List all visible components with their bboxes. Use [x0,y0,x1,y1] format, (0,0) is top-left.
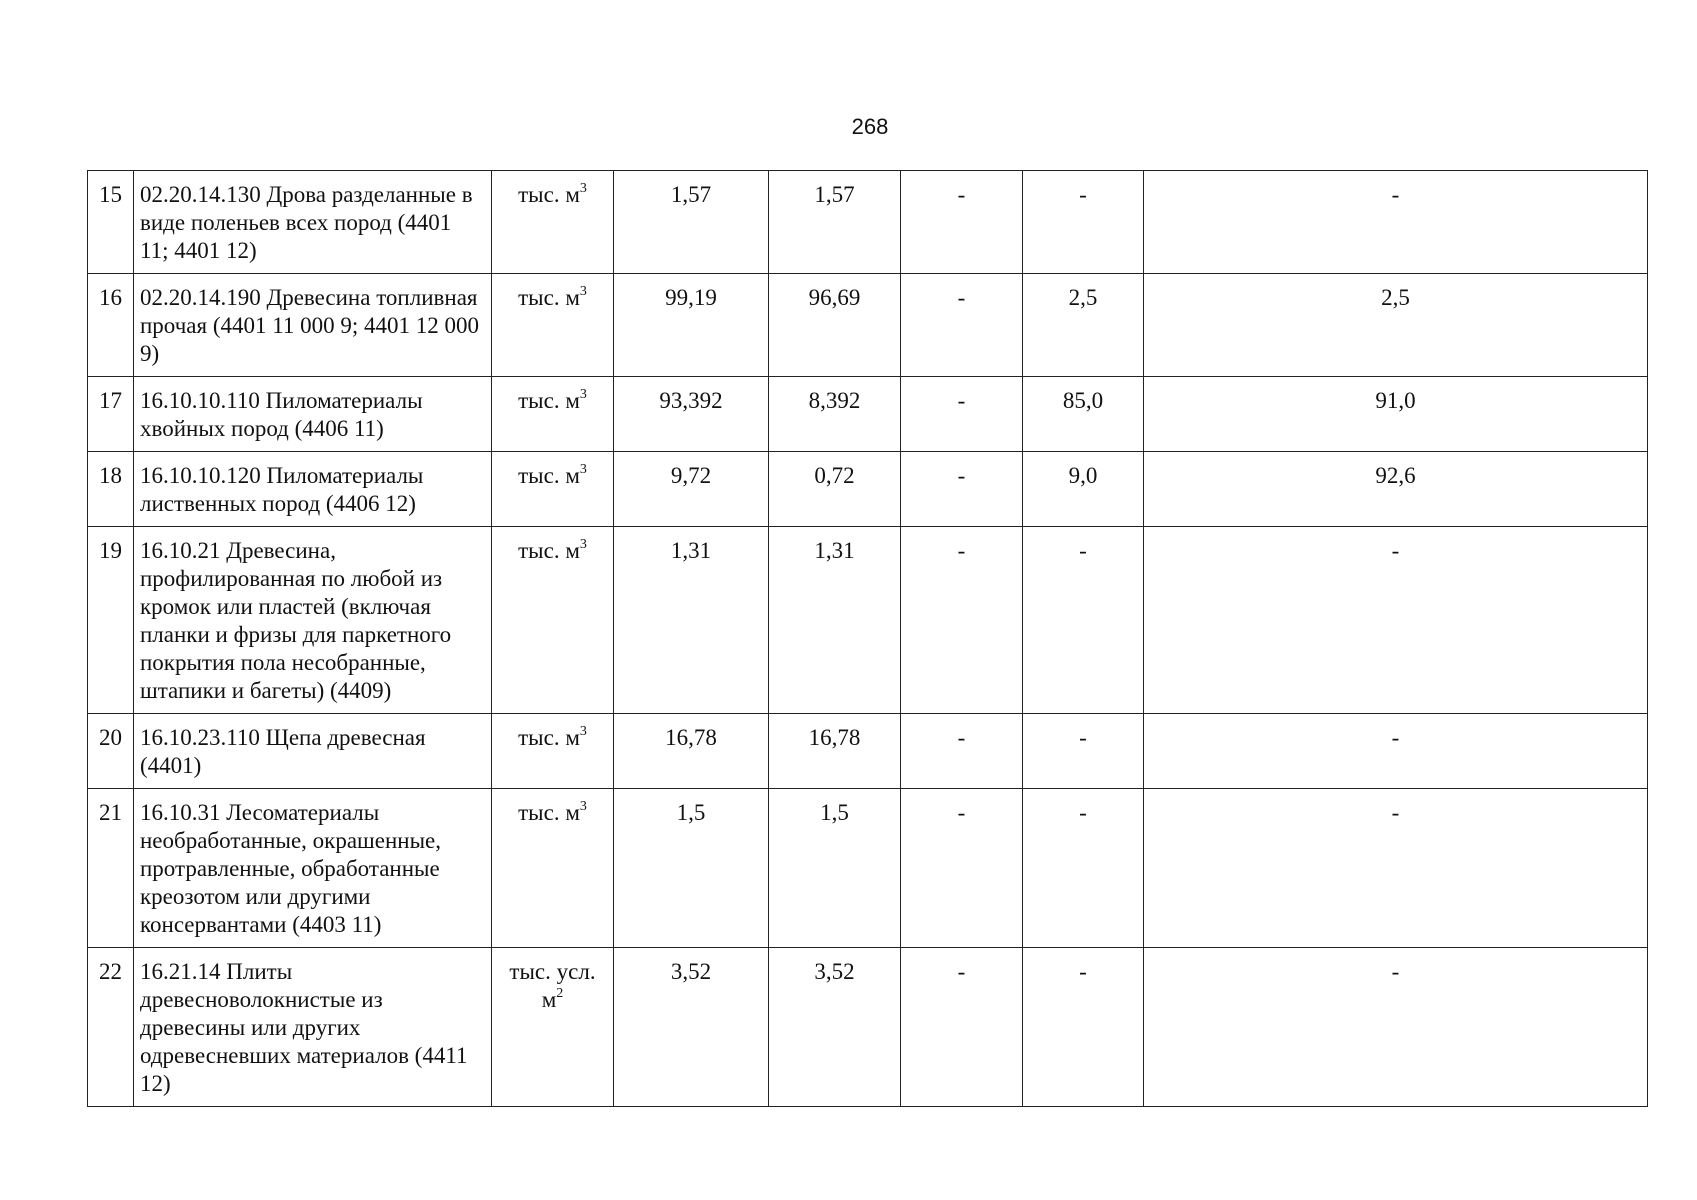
value-cell-5: - [1144,171,1648,274]
value-cell-4: - [1023,171,1144,274]
unit-cell [492,452,614,527]
table-row [88,948,1648,1107]
unit-text: тыс. м [518,285,580,310]
product-name-cell: 16.10.23.110 Щепа древесная (4401) [134,714,492,789]
table-row [88,377,1648,452]
value-cell-5: - [1144,789,1648,948]
unit-cell [492,948,614,1107]
value-cell-3: - [901,789,1023,948]
product-name-cell: 16.10.10.110 Пиломатериалы хвойных пород (4406 11) [134,377,492,452]
table-row [88,527,1648,714]
product-name-cell: 16.10.31 Лесоматериалы необработанные, окрашенные, протравленные, обработанные креозотом или другими консервантами (4403 11) [134,789,492,948]
value-cell-1: 1,57 [614,171,769,274]
value-cell-5: 92,6 [1144,452,1648,527]
row-number-cell: 22 [88,948,134,1107]
value-cell-2: 8,392 [769,377,901,452]
unit-exponent: 3 [579,462,587,478]
value-cell-2: 1,31 [769,527,901,714]
value-cell-4: - [1023,714,1144,789]
product-name-cell: 02.20.14.130 Дрова разделанные в виде поленьев всех пород (4401 11; 4401 12) [134,171,492,274]
value-cell-4: 85,0 [1023,377,1144,452]
value-cell-3: - [901,452,1023,527]
product-name-cell: 16.10.10.120 Пиломатериалы лиственных пород (4406 12) [134,452,492,527]
row-number-cell: 19 [88,527,134,714]
table-body [88,171,1648,1107]
unit-text: тыс. м [518,800,580,825]
value-cell-1: 1,31 [614,527,769,714]
row-number-cell: 17 [88,377,134,452]
table-row [88,714,1648,789]
table-row [88,274,1648,377]
value-cell-1: 3,52 [614,948,769,1107]
product-name-cell: 02.20.14.190 Древесина топливная прочая (4401 11 000 9; 4401 12 000 9) [134,274,492,377]
unit-exponent: 3 [579,387,587,403]
unit-exponent: 3 [579,181,587,197]
unit-cell [492,171,614,274]
value-cell-2: 1,57 [769,171,901,274]
unit-cell [492,714,614,789]
value-cell-5: 91,0 [1144,377,1648,452]
value-cell-1: 93,392 [614,377,769,452]
table-row [88,452,1648,527]
unit-exponent: 3 [579,537,587,553]
data-table [87,170,1648,1107]
value-cell-3: - [901,274,1023,377]
value-cell-4: - [1023,948,1144,1107]
value-cell-4: - [1023,789,1144,948]
product-name-cell: 16.21.14 Плиты древесноволокнистые из древесины или других одревесневших материалов (4411 12) [134,948,492,1107]
unit-cell [492,377,614,452]
value-cell-2: 0,72 [769,452,901,527]
value-cell-3: - [901,714,1023,789]
unit-exponent: 3 [579,799,587,815]
unit-cell [492,789,614,948]
value-cell-3: - [901,171,1023,274]
table-row [88,789,1648,948]
value-cell-5: - [1144,948,1648,1107]
unit-text: тыс. м [518,388,580,413]
value-cell-1: 99,19 [614,274,769,377]
value-cell-5: - [1144,714,1648,789]
value-cell-1: 1,5 [614,789,769,948]
unit-text: тыс. м [518,725,580,750]
value-cell-4: - [1023,527,1144,714]
value-cell-4: 9,0 [1023,452,1144,527]
table-row [88,171,1648,274]
unit-exponent: 3 [579,284,587,300]
unit-exponent: 3 [579,724,587,740]
row-number-cell: 18 [88,452,134,527]
value-cell-2: 1,5 [769,789,901,948]
unit-cell [492,274,614,377]
unit-text: тыс. усл. м [509,959,596,1012]
unit-text: тыс. м [518,182,580,207]
product-name-cell: 16.10.21 Древесина, профилированная по любой из кромок или пластей (включая планки и фризы для паркетного покрытия пола несобранные, штапики и багеты) (4409) [134,527,492,714]
value-cell-5: 2,5 [1144,274,1648,377]
unit-cell [492,527,614,714]
value-cell-3: - [901,527,1023,714]
value-cell-1: 9,72 [614,452,769,527]
unit-text: тыс. м [518,538,580,563]
page-number: 268 [851,114,889,139]
row-number-cell: 15 [88,171,134,274]
value-cell-2: 3,52 [769,948,901,1107]
unit-text: тыс. м [518,463,580,488]
value-cell-3: - [901,948,1023,1107]
unit-exponent: 2 [556,986,564,1002]
row-number-cell: 20 [88,714,134,789]
value-cell-1: 16,78 [614,714,769,789]
value-cell-2: 16,78 [769,714,901,789]
value-cell-4: 2,5 [1023,274,1144,377]
row-number-cell: 21 [88,789,134,948]
value-cell-3: - [901,377,1023,452]
value-cell-2: 96,69 [769,274,901,377]
row-number-cell: 16 [88,274,134,377]
value-cell-5: - [1144,527,1648,714]
